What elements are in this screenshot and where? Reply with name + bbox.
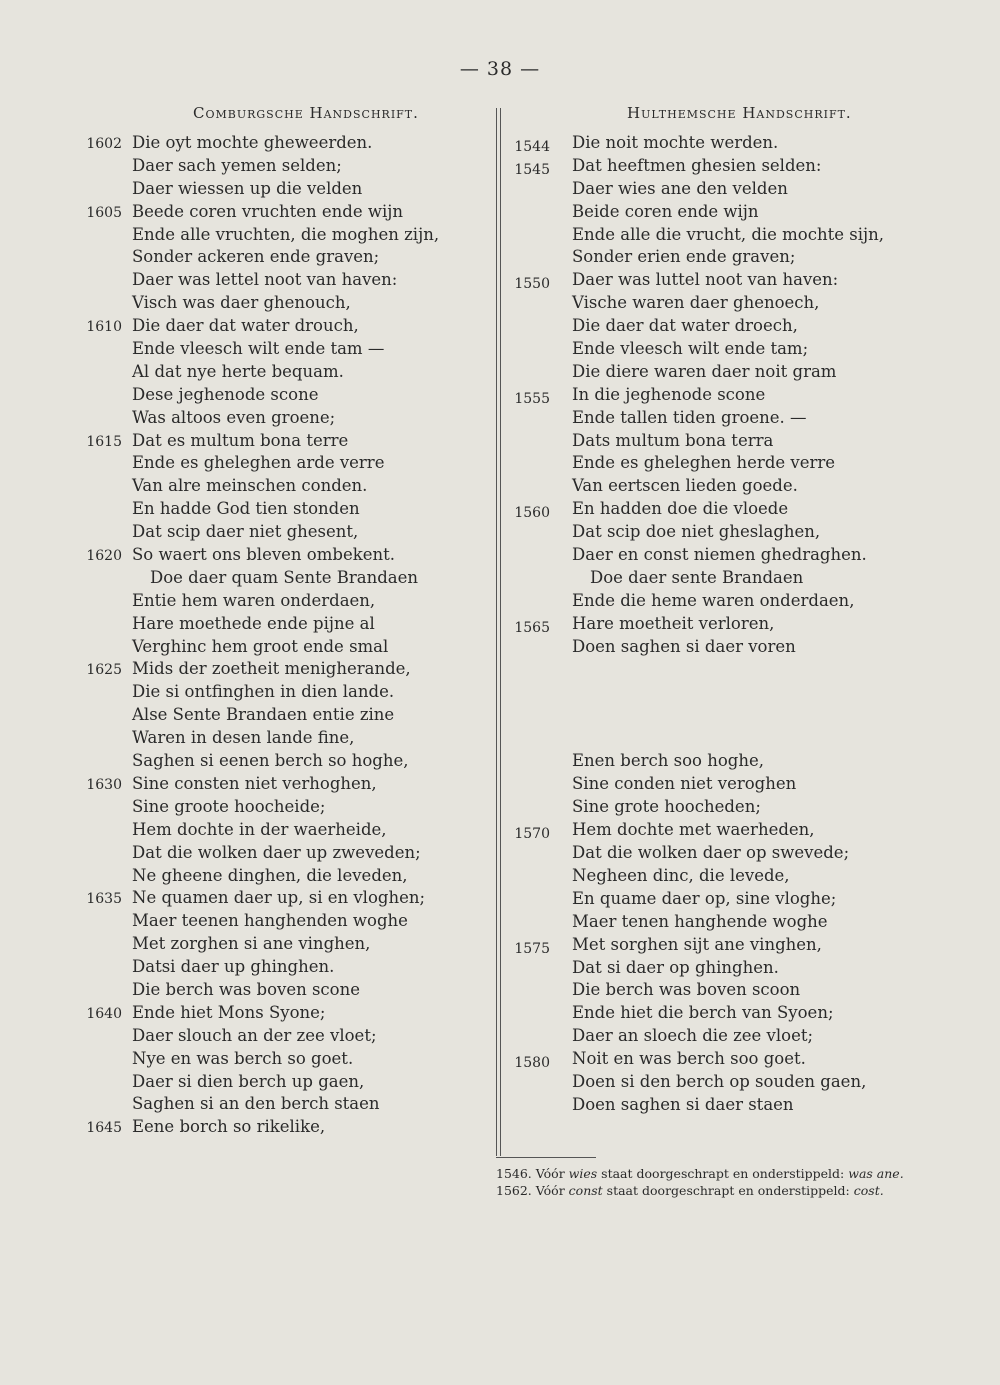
verse-line: [500, 1002, 940, 1025]
verse-line: [500, 178, 940, 201]
verse-line: [500, 773, 940, 796]
footnote-text: Vóór: [535, 1183, 565, 1198]
verse-line: [60, 269, 470, 292]
verse-text: Waren in desen lande fine,: [132, 728, 355, 748]
verse-text: Sine consten niet verhoghen,: [132, 773, 377, 793]
verse-line: [60, 132, 470, 155]
verse-text: En hadde God tien stonden: [132, 499, 360, 519]
verse-text: Noit en was berch soo goet.: [572, 1049, 806, 1069]
verse-line: [60, 155, 470, 178]
verse-text: Daer sach yemen selden;: [132, 155, 342, 175]
verse-line: [500, 911, 940, 934]
line-number: 1575: [514, 940, 550, 957]
footnote: [496, 1182, 956, 1199]
verse-line: [60, 1025, 470, 1048]
verse-line: [500, 292, 940, 315]
text-gap: [500, 658, 940, 750]
verse-text: Visch was daer ghenouch,: [132, 293, 351, 313]
verse-line: [60, 407, 470, 430]
verse-line: [60, 384, 470, 407]
verse-text: Met sorghen sijt ane vinghen,: [572, 934, 822, 954]
verse-text: Sine groote hoocheide;: [132, 796, 326, 816]
left-column-heading: Comburgsche Handschrift.: [193, 104, 419, 122]
hulthem-text-column: [500, 132, 940, 1117]
comburg-text-column: [60, 132, 470, 1139]
verse-line: [500, 590, 940, 613]
verse-text: Ende hiet die berch van Syoen;: [572, 1003, 834, 1023]
verse-text: Die diere waren daer noit gram: [572, 361, 837, 381]
verse-text: Daer slouch an der zee vloet;: [132, 1025, 377, 1045]
verse-text: Die noit mochte werden.: [572, 133, 779, 152]
verse-line: [60, 201, 470, 224]
verse-line: [60, 246, 470, 269]
line-number: 1580: [514, 1055, 550, 1072]
verse-line: [60, 224, 470, 247]
line-number: 1640: [86, 1005, 122, 1022]
verse-text: Alse Sente Brandaen entie zine: [132, 705, 395, 725]
verse-text: Die si ontfinghen in dien lande.: [132, 682, 395, 702]
verse-line: [60, 590, 470, 613]
verse-text: Sine grote hoocheden;: [572, 797, 761, 817]
verse-line: [60, 842, 470, 865]
verse-text: Dat die wolken daer op swevede;: [572, 843, 850, 863]
verse-line: [60, 498, 470, 521]
verse-text: So waert ons bleven ombekent.: [132, 545, 395, 565]
verse-line: [500, 269, 940, 292]
verse-line: [500, 613, 940, 636]
verse-text: Van alre meinschen conden.: [132, 476, 368, 496]
verse-line: [60, 979, 470, 1002]
verse-text: Doe daer sente Brandaen: [590, 567, 804, 587]
verse-text: Dat si daer op ghinghen.: [572, 957, 779, 977]
verse-line: [60, 292, 470, 315]
verse-line: [500, 842, 940, 865]
verse-line: [500, 384, 940, 407]
footnote-text: Vóór: [535, 1166, 565, 1181]
line-number: 1635: [86, 891, 122, 908]
verse-text: Die berch was boven scone: [132, 979, 361, 999]
line-number: 1555: [514, 390, 550, 407]
verse-text: Daer was lettel noot van haven:: [132, 270, 398, 290]
verse-text: Daer si dien berch up gaen,: [132, 1071, 365, 1091]
verse-line: [500, 521, 940, 544]
verse-text: Doe daer quam Sente Brandaen: [150, 567, 418, 587]
verse-text: Dat die wolken daer up zweveden;: [132, 842, 421, 862]
verse-text: Ne gheene dinghen, die leveden,: [132, 865, 408, 885]
verse-line: [500, 934, 940, 957]
verse-text: Ende alle die vrucht, die mochte sijn,: [572, 224, 884, 244]
verse-line: [500, 452, 940, 475]
verse-text: Nye en was berch so goet.: [132, 1048, 354, 1068]
verse-line: [60, 727, 470, 750]
verse-text: Maer tenen hanghende woghe: [572, 911, 828, 931]
verse-line: [500, 567, 940, 590]
verse-text: Was altoos even groene;: [132, 407, 336, 427]
verse-line: [500, 796, 940, 819]
verse-line: [60, 773, 470, 796]
verse-line: [500, 201, 940, 224]
verse-line: [500, 636, 940, 659]
verse-line: [60, 796, 470, 819]
verse-text: Sonder ackeren ende graven;: [132, 247, 380, 267]
verse-line: [60, 361, 470, 384]
verse-line: [500, 338, 940, 361]
page-number: — 38 —: [459, 58, 541, 80]
verse-line: [60, 567, 470, 590]
verse-text: Dat scip doe niet gheslaghen,: [572, 522, 821, 542]
footnote-text: staat doorgeschrapt en onderstippeld:: [606, 1183, 850, 1198]
line-number: 1625: [86, 662, 122, 679]
verse-text: Sine conden niet veroghen: [572, 774, 797, 794]
verse-line: [500, 475, 940, 498]
verse-line: [500, 1094, 940, 1117]
verse-line: [500, 979, 940, 1002]
verse-line: [60, 910, 470, 933]
verse-line: [60, 1093, 470, 1116]
line-number: 1615: [86, 433, 122, 450]
footnote-number: 1546.: [496, 1166, 532, 1181]
verse-line: [500, 544, 940, 567]
footnote-reading: was ane.: [848, 1166, 904, 1181]
verse-line: [60, 819, 470, 842]
verse-text: Hem dochte in der waerheide,: [132, 819, 387, 839]
verse-text: Die oyt mochte gheweerden.: [132, 133, 373, 152]
verse-text: Daer wies ane den velden: [572, 178, 788, 198]
verse-text: Maer teenen hanghenden woghe: [132, 911, 408, 931]
verse-line: [60, 521, 470, 544]
verse-text: Negheen dinc, die levede,: [572, 865, 790, 885]
line-number: 1565: [514, 619, 550, 636]
footnote-number: 1562.: [496, 1183, 532, 1198]
verse-text: Doen saghen si daer voren: [572, 636, 796, 656]
verse-line: [500, 888, 940, 911]
verse-text: Die berch was boven scoon: [572, 980, 801, 1000]
verse-line: [60, 933, 470, 956]
line-number: 1620: [86, 548, 122, 565]
verse-text: Ne quamen daer up, si en vloghen;: [132, 888, 426, 908]
verse-line: [500, 430, 940, 453]
verse-line: [500, 1071, 940, 1094]
verse-text: Enen berch soo hoghe,: [572, 751, 764, 771]
verse-text: Ende tallen tiden groene. —: [572, 407, 807, 427]
verse-text: Dese jeghenode scone: [132, 384, 319, 404]
verse-line: [60, 636, 470, 659]
verse-text: Ende es gheleghen herde verre: [572, 453, 836, 473]
verse-text: Dat scip daer niet ghesent,: [132, 522, 359, 542]
line-number: 1645: [86, 1120, 122, 1137]
verse-line: [500, 246, 940, 269]
verse-text: Vische waren daer ghenoech,: [572, 293, 820, 313]
verse-line: [500, 315, 940, 338]
verse-text: Daer was luttel noot van haven:: [572, 270, 839, 290]
verse-line: [60, 544, 470, 567]
verse-line: [500, 819, 940, 842]
verse-text: Daer en const niemen ghedraghen.: [572, 545, 867, 565]
verse-line: [500, 498, 940, 521]
verse-text: Al dat nye herte bequam.: [132, 361, 344, 381]
verse-line: [500, 361, 940, 384]
verse-text: Hare moetheit verloren,: [572, 613, 775, 633]
verse-line: [500, 132, 940, 155]
verse-text: Dat heeftmen ghesien selden:: [572, 155, 822, 175]
verse-line: [60, 430, 470, 453]
verse-line: [60, 704, 470, 727]
verse-text: Dat es multum bona terre: [132, 430, 349, 450]
verse-text: Hem dochte met waerheden,: [572, 820, 815, 840]
verse-text: Saghen si eenen berch so hoghe,: [132, 751, 409, 771]
verse-text: Met zorghen si ane vinghen,: [132, 934, 371, 954]
verse-text: Saghen si an den berch staen: [132, 1094, 380, 1114]
line-number: 1610: [86, 319, 122, 336]
verse-line: [60, 887, 470, 910]
verse-line: [500, 155, 940, 178]
verse-text: Daer an sloech die zee vloet;: [572, 1026, 814, 1046]
verse-text: Ende hiet Mons Syone;: [132, 1002, 326, 1022]
verse-line: [60, 1002, 470, 1025]
verse-text: Entie hem waren onderdaen,: [132, 590, 376, 610]
column-divider: [496, 108, 497, 1156]
verse-line: [60, 338, 470, 361]
verse-text: Die daer dat water drouch,: [132, 316, 359, 336]
verse-text: Ende vleesch wilt ende tam —: [132, 339, 385, 359]
line-number: 1544: [514, 139, 550, 155]
verse-line: [500, 1048, 940, 1071]
line-number: 1602: [86, 136, 122, 152]
hulthem-lines-lower: [500, 750, 940, 1116]
verse-text: Eene borch so rikelike,: [132, 1117, 326, 1137]
right-column-heading: Hulthemsche Handschrift.: [627, 104, 852, 122]
verse-text: Ende vleesch wilt ende tam;: [572, 339, 809, 359]
verse-line: [60, 452, 470, 475]
verse-line: [60, 178, 470, 201]
footnote-variant: const: [568, 1183, 603, 1198]
verse-text: Hare moethede ende pijne al: [132, 613, 375, 633]
line-number: 1550: [514, 276, 550, 293]
verse-text: Ende es gheleghen arde verre: [132, 453, 385, 473]
verse-line: [500, 1025, 940, 1048]
verse-text: Ende die heme waren onderdaen,: [572, 590, 855, 610]
verse-line: [500, 407, 940, 430]
verse-text: Dats multum bona terra: [572, 430, 774, 450]
verse-text: Verghinc hem groot ende smal: [132, 636, 389, 656]
verse-line: [500, 224, 940, 247]
verse-line: [60, 475, 470, 498]
verse-text: Die daer dat water droech,: [572, 316, 798, 336]
verse-text: Sonder erien ende graven;: [572, 247, 796, 267]
verse-line: [60, 613, 470, 636]
hulthem-lines-upper: [500, 132, 940, 658]
verse-line: [60, 1048, 470, 1071]
verse-text: Van eertscen lieden goede.: [572, 476, 798, 496]
footnote-rule: [496, 1157, 596, 1158]
verse-text: In die jeghenode scone: [572, 384, 766, 404]
footnote-reading: cost.: [853, 1183, 884, 1198]
verse-text: Beede coren vruchten ende wijn: [132, 201, 404, 221]
line-number: 1605: [86, 204, 122, 221]
verse-text: Ende alle vruchten, die moghen zijn,: [132, 224, 440, 244]
verse-line: [500, 957, 940, 980]
footnote-text: staat doorgeschrapt en onderstippeld:: [601, 1166, 845, 1181]
verse-line: [60, 865, 470, 888]
line-number: 1630: [86, 776, 122, 793]
verse-text: En hadden doe die vloede: [572, 499, 789, 519]
verse-text: En quame daer op, sine vloghe;: [572, 888, 837, 908]
verse-line: [60, 1071, 470, 1094]
verse-line: [60, 750, 470, 773]
line-number: 1570: [514, 826, 550, 843]
verse-text: Daer wiessen up die velden: [132, 178, 363, 198]
line-number: 1560: [514, 505, 550, 522]
footnote: [496, 1165, 956, 1182]
line-number: 1545: [514, 161, 550, 178]
verse-line: [500, 750, 940, 773]
verse-line: [60, 956, 470, 979]
verse-text: Beide coren ende wijn: [572, 201, 759, 221]
verse-line: [60, 658, 470, 681]
verse-line: [60, 315, 470, 338]
footnote-variant: wies: [568, 1166, 598, 1181]
footnotes: [496, 1165, 956, 1199]
verse-text: Doen saghen si daer staen: [572, 1094, 794, 1114]
verse-line: [60, 681, 470, 704]
verse-line: [500, 865, 940, 888]
verse-line: [60, 1116, 470, 1139]
verse-text: Doen si den berch op souden gaen,: [572, 1071, 867, 1091]
verse-text: Mids der zoetheit menigherande,: [132, 659, 411, 679]
verse-text: Datsi daer up ghinghen.: [132, 957, 335, 977]
